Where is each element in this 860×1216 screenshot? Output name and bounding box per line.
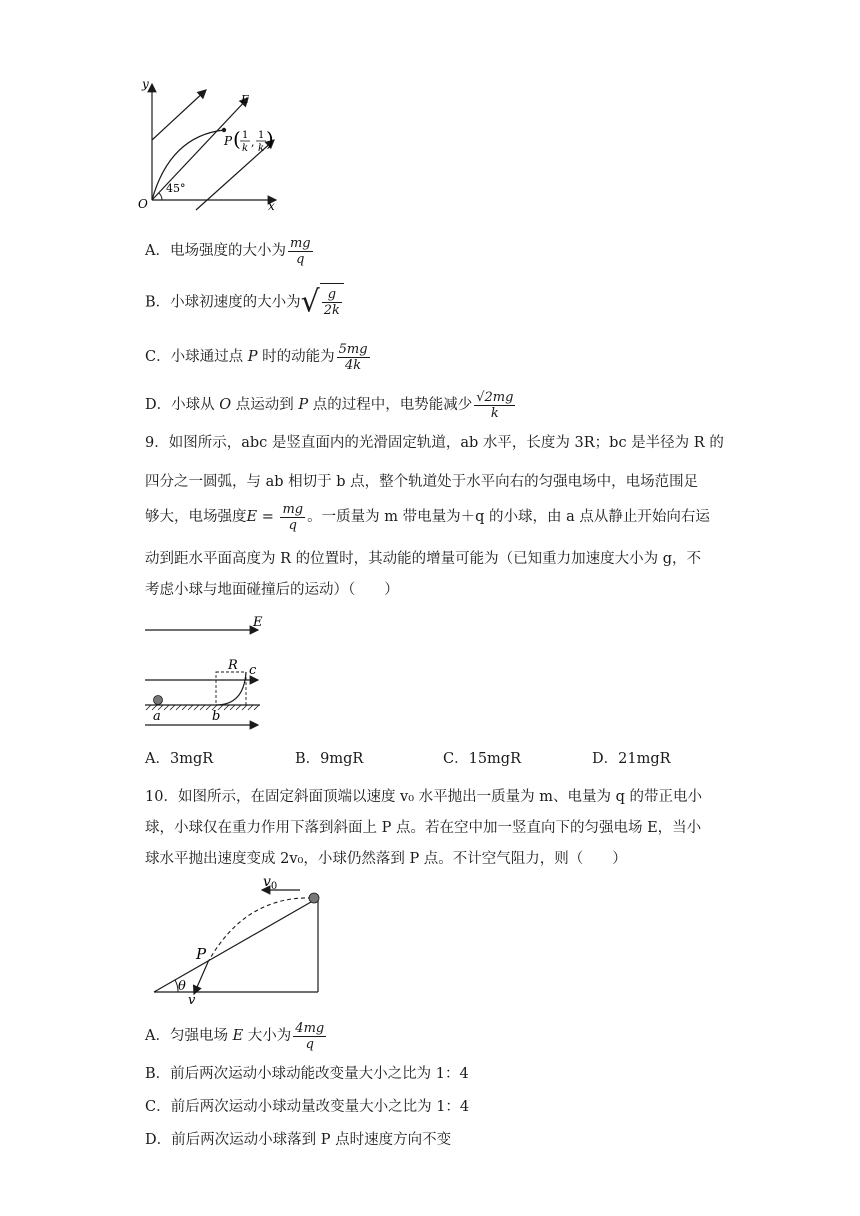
- p-label: P: [196, 945, 207, 963]
- q8-option-d: D．小球从 O 点运动到 P 点的过程中，电势能减少 $\frac{√2mg}{k}$: [145, 389, 514, 421]
- c-label: c: [249, 663, 257, 678]
- y-label: y: [142, 78, 149, 91]
- q9-line-3: 够大，电场强度E = $\frac{mg}{q}$ 。一质量为 m 带电量为＋q 的小球，由 a 点从静止开始向右运: [145, 501, 710, 533]
- p-y-den: k: [258, 143, 265, 154]
- q10-option-a: A．匀强电场 E 大小为 $\frac{4mg}{q}$: [145, 1020, 325, 1052]
- q10-option-c: C．前后两次运动小球动量改变量大小之比为 1：4: [145, 1099, 470, 1115]
- angle-arc: [159, 193, 162, 200]
- origin-label: O: [138, 197, 148, 211]
- q8-option-c: C．小球通过点 P 时的动能为 $\frac{5mg}{4k}$: [145, 341, 368, 373]
- q9-line-1: 9．如图所示，abc 是竖直面内的光滑固定轨道，ab 水平，长度为 3R；bc 是半径为 R 的: [145, 435, 724, 451]
- e-label: E: [253, 615, 263, 630]
- a-label: a: [153, 709, 161, 724]
- figure-field-trajectory: [138, 78, 288, 214]
- q9-line-5: 考虑小球与地面碰撞后的运动）（ ）: [145, 582, 399, 598]
- p-label: P: [224, 134, 233, 148]
- q8-option-b: B．小球初速度的大小为√ $\frac{g}{2k}$: [145, 283, 344, 321]
- trajectory-curve: [152, 130, 224, 200]
- ball: [154, 696, 163, 705]
- ball: [309, 893, 319, 903]
- q9-option-a: A．3mgR: [145, 751, 214, 767]
- p-y-num: 1: [258, 130, 265, 141]
- q10-line-1: 10．如图所示，在固定斜面顶端以速度 v₀ 水平抛出一质量为 m、电量为 q 的带正电小: [145, 789, 703, 805]
- q9-option-b: B．9mgR: [295, 751, 364, 767]
- q10-option-b: B．前后两次运动小球动能改变量大小之比为 1：4: [145, 1066, 469, 1082]
- q9-option-d: D．21mgR: [592, 751, 671, 767]
- q9-line-2: 四分之一圆弧，与 ab 相切于 b 点，整个轨道处于水平向右的匀强电场中，电场范围足: [145, 474, 699, 490]
- figure-incline: [150, 876, 330, 1006]
- velocity-p: [194, 962, 208, 994]
- q10-option-d: D．前后两次运动小球落到 P 点时速度方向不变: [145, 1132, 452, 1148]
- q8-option-a: A．电场强度的大小为 $\frac{mg}{q}$: [145, 235, 311, 267]
- q10-line-3: 球水平抛出速度变成 2v₀，小球仍然落到 P 点。不计空气阻力，则（ ）: [145, 851, 627, 867]
- p-x-num: 1: [242, 130, 249, 141]
- field-line-top: [152, 90, 206, 140]
- svg-text:,: ,: [251, 136, 255, 149]
- paren-open: (: [233, 127, 241, 151]
- angle-label: 45°: [166, 182, 186, 195]
- theta-label: θ: [178, 979, 186, 994]
- radius-box: [216, 672, 246, 705]
- q10-line-2: 球，小球仅在重力作用下落到斜面上 P 点。若在空中加一竖直向下的匀强电场 E，当小: [145, 820, 702, 836]
- e-label: E: [241, 93, 250, 106]
- v-label: v: [188, 993, 196, 1006]
- incline-slope: [154, 898, 318, 992]
- x-label: x: [268, 199, 275, 213]
- q9-option-c: C．15mgR: [443, 751, 521, 767]
- q9-line-4: 动到距水平面高度为 R 的位置时，其动能的增量可能为（已知重力加速度大小为 g，不: [145, 551, 702, 567]
- figure-track: [140, 612, 270, 736]
- v0-label: $v_0$: [263, 876, 278, 892]
- r-label: R: [228, 658, 238, 673]
- point-p: [222, 128, 226, 132]
- paren-close: ): [266, 127, 274, 151]
- p-x-den: k: [242, 143, 249, 154]
- ground-hatch: [146, 705, 259, 710]
- b-label: b: [212, 709, 221, 724]
- arc-bc: [216, 672, 246, 705]
